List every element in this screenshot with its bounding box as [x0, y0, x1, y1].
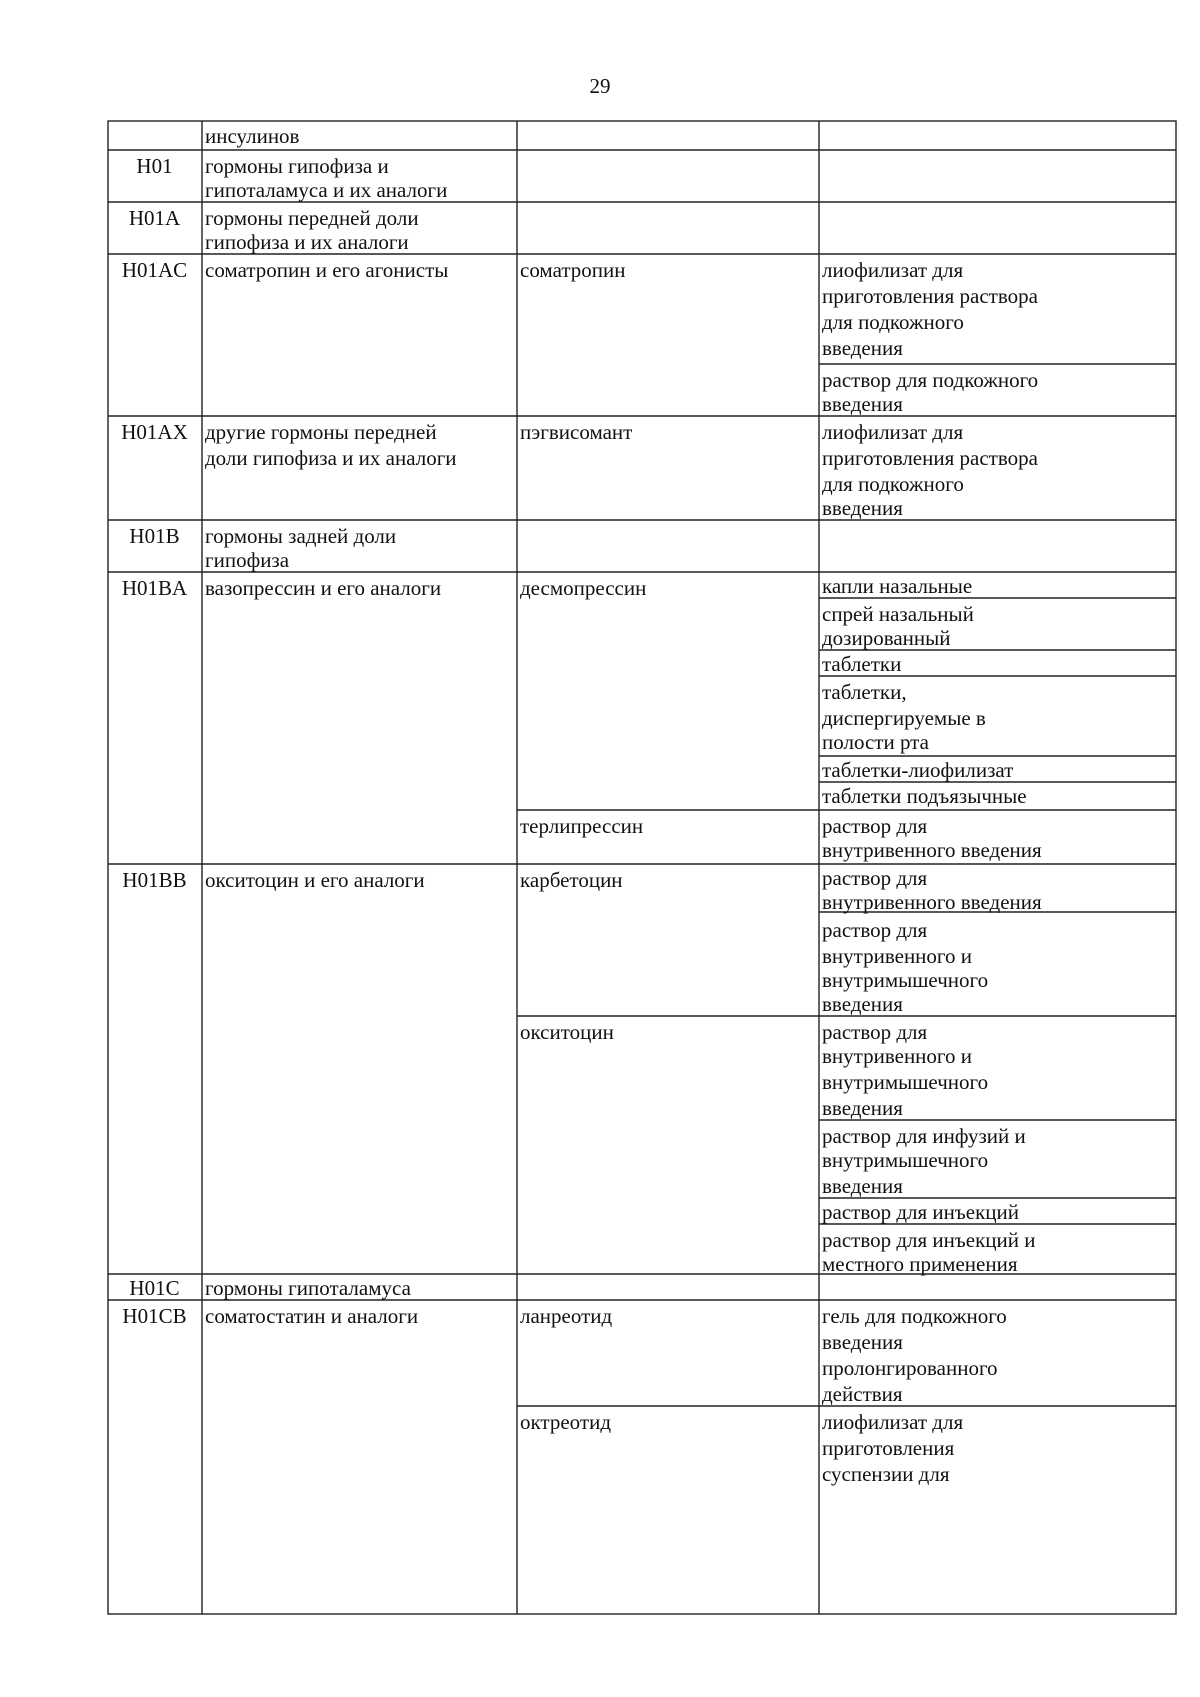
atc-code: H01AC: [121, 258, 188, 282]
dosage-form: лиофилизат для: [822, 1410, 964, 1434]
drug-name: карбетоцин: [520, 868, 623, 892]
atc-code: H01A: [128, 206, 181, 230]
dosage-form: приготовления раствора: [822, 446, 1038, 470]
drug-name: октреотид: [520, 1410, 612, 1434]
drug-name: ланреотид: [520, 1304, 613, 1328]
group-name: соматропин и его агонисты: [205, 258, 449, 282]
dosage-form: действия: [822, 1382, 903, 1406]
atc-code: H01C: [129, 1276, 180, 1300]
atc-code: H01BB: [122, 868, 187, 892]
atc-code: H01: [136, 154, 173, 178]
dosage-form: введения: [822, 1174, 903, 1198]
dosage-form: лиофилизат для: [822, 258, 964, 282]
dosage-form: раствор для инъекций и: [822, 1228, 1036, 1252]
dosage-form: раствор для инфузий и: [822, 1124, 1026, 1148]
group-name: гипоталамуса и их аналоги: [205, 178, 448, 202]
dosage-form: внутримышечного: [822, 968, 989, 992]
group-name: гипофиза: [205, 548, 290, 572]
group-name: инсулинов: [205, 124, 300, 148]
dosage-form: диспергируемые в: [822, 706, 986, 730]
dosage-form: внутривенного и: [822, 1044, 972, 1068]
dosage-form: внутривенного введения: [822, 890, 1042, 914]
group-name: гормоны задней доли: [205, 524, 397, 548]
dosage-form: введения: [822, 1330, 903, 1354]
group-name: гипофиза и их аналоги: [205, 230, 409, 254]
dosage-form: пролонгированного: [822, 1356, 998, 1380]
dosage-form: внутримышечного: [822, 1070, 989, 1094]
dosage-form: местного применения: [822, 1252, 1018, 1276]
dosage-form: раствор для: [822, 814, 928, 838]
dosage-form: введения: [822, 992, 903, 1016]
dosage-form: таблетки-лиофилизат: [822, 758, 1014, 782]
dosage-form: таблетки,: [822, 680, 907, 704]
dosage-form: введения: [822, 392, 903, 416]
dosage-form: приготовления: [822, 1436, 955, 1460]
dosage-form: раствор для: [822, 1020, 928, 1044]
dosage-form: гель для подкожного: [822, 1304, 1007, 1328]
group-name: доли гипофиза и их аналоги: [205, 446, 457, 470]
dosage-form: внутривенного и: [822, 944, 972, 968]
group-name: вазопрессин и его аналоги: [205, 576, 442, 600]
dosage-form: внутривенного введения: [822, 838, 1042, 862]
dosage-form: внутримышечного: [822, 1148, 989, 1172]
group-name: соматостатин и аналоги: [205, 1304, 419, 1328]
atc-code: H01BA: [121, 576, 188, 600]
group-name: окситоцин и его аналоги: [205, 868, 425, 892]
drug-name: соматропин: [520, 258, 626, 282]
dosage-form: раствор для подкожного: [822, 368, 1039, 392]
dosage-form: полости рта: [822, 730, 929, 754]
dosage-form: раствор для: [822, 918, 928, 942]
dosage-form: введения: [822, 496, 903, 520]
dosage-form: введения: [822, 1096, 903, 1120]
dosage-form: лиофилизат для: [822, 420, 964, 444]
dosage-form: таблетки подъязычные: [822, 784, 1027, 808]
drug-name: окситоцин: [520, 1020, 614, 1044]
dosage-form: таблетки: [822, 652, 902, 676]
atc-code: H01AX: [121, 420, 188, 444]
group-name: другие гормоны передней: [205, 420, 437, 444]
drug-name: терлипрессин: [520, 814, 644, 838]
drug-name: пэгвисомант: [520, 420, 633, 444]
group-name: гормоны гипоталамуса: [205, 1276, 411, 1300]
dosage-form: суспензии для: [822, 1462, 950, 1486]
dosage-form: введения: [822, 336, 903, 360]
dosage-form: для подкожного: [822, 310, 964, 334]
atc-code: H01B: [129, 524, 180, 548]
dosage-form: дозированный: [822, 626, 951, 650]
dosage-form: для подкожного: [822, 472, 964, 496]
page-number: 29: [589, 74, 611, 98]
drug-name: десмопрессин: [520, 576, 647, 600]
dosage-form: спрей назальный: [822, 602, 974, 626]
dosage-form: приготовления раствора: [822, 284, 1038, 308]
dosage-form: капли назальные: [822, 574, 973, 598]
dosage-form: раствор для инъекций: [822, 1200, 1019, 1224]
medication-table: [107, 120, 1177, 1615]
dosage-form: раствор для: [822, 866, 928, 890]
atc-code: H01CB: [122, 1304, 187, 1328]
group-name: гормоны передней доли: [205, 206, 419, 230]
group-name: гормоны гипофиза и: [205, 154, 389, 178]
